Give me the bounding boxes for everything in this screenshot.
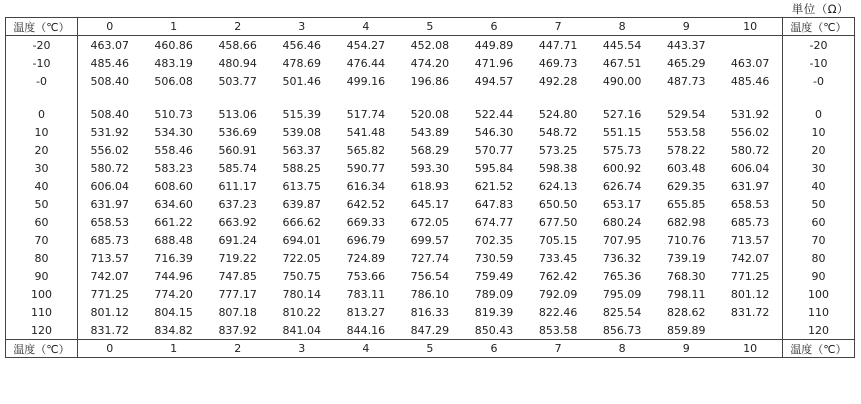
resistance-cell: 650.50 <box>538 197 578 211</box>
resistance-cell: 789.09 <box>474 287 514 301</box>
resistance-cell: 674.77 <box>474 215 514 229</box>
resistance-cell: 801.12 <box>730 287 770 301</box>
resistance-cell: 841.04 <box>282 323 322 337</box>
footer-col: 6 <box>462 340 526 358</box>
resistance-cell: 558.46 <box>154 143 193 157</box>
resistance-cell: 634.60 <box>154 197 193 211</box>
resistance-cell <box>718 321 782 340</box>
table-row <box>6 231 855 249</box>
negative-rows <box>6 36 855 91</box>
resistance-cell: 616.34 <box>346 179 386 193</box>
resistance-cell: 575.73 <box>602 143 642 157</box>
resistance-cell: 447.71 <box>538 38 578 52</box>
resistance-cell: 786.10 <box>410 287 450 301</box>
resistance-cell: 733.45 <box>538 251 578 265</box>
resistance-cell: 669.33 <box>346 215 386 229</box>
resistance-cell: 626.74 <box>602 179 642 193</box>
footer-col: 1 <box>142 340 206 358</box>
resistance-cell: 556.02 <box>730 125 770 139</box>
footer-row <box>6 340 855 358</box>
resistance-cell: 603.48 <box>666 161 706 175</box>
resistance-cell: 685.73 <box>90 233 130 247</box>
resistance-cell: 727.74 <box>410 251 450 265</box>
resistance-cell: 642.52 <box>346 197 386 211</box>
header-col: 5 <box>398 18 462 36</box>
resistance-cell: 463.07 <box>90 38 130 52</box>
resistance-cell: 850.43 <box>474 323 514 337</box>
row-temp-right: 50 <box>783 195 855 213</box>
table-row <box>6 195 855 213</box>
row-temp-left: 100 <box>6 285 78 303</box>
resistance-cell: 600.92 <box>602 161 642 175</box>
resistance-cell: 529.54 <box>666 107 706 121</box>
footer-col: 10 <box>718 340 782 358</box>
resistance-cell: 647.83 <box>474 197 514 211</box>
resistance-cell: 551.15 <box>602 125 642 139</box>
row-temp-left: 50 <box>6 195 78 213</box>
row-temp-left: 70 <box>6 231 78 249</box>
header-col: 4 <box>334 18 398 36</box>
row-temp-right: 40 <box>783 177 855 195</box>
resistance-cell: 520.08 <box>410 107 450 121</box>
resistance-cell: 762.42 <box>538 269 578 283</box>
resistance-cell: 768.30 <box>666 269 706 283</box>
resistance-cell: 658.53 <box>730 197 770 211</box>
row-temp-right: 90 <box>783 267 855 285</box>
row-temp-left: -20 <box>6 36 78 55</box>
resistance-cell: 503.77 <box>218 74 257 88</box>
resistance-cell: 522.44 <box>474 107 514 121</box>
row-temp-left: 60 <box>6 213 78 231</box>
row-temp-left: 40 <box>6 177 78 195</box>
resistance-cell: 747.85 <box>218 269 257 283</box>
resistance-cell: 578.22 <box>666 143 706 157</box>
resistance-cell: 804.15 <box>154 305 193 319</box>
table-row <box>6 123 855 141</box>
row-temp-left: 10 <box>6 123 78 141</box>
resistance-cell: 722.05 <box>282 251 322 265</box>
header-temp-right: 温度（℃） <box>783 18 855 36</box>
resistance-cell: 742.07 <box>90 269 130 283</box>
resistance-cell: 456.46 <box>282 38 322 52</box>
resistance-cell: 553.58 <box>666 125 706 139</box>
resistance-cell: 563.37 <box>282 143 322 157</box>
spacer-rows <box>6 90 855 105</box>
resistance-cell: 492.28 <box>538 74 578 88</box>
resistance-cell: 480.94 <box>218 56 257 70</box>
resistance-table <box>5 17 855 358</box>
resistance-cell: 541.48 <box>346 125 386 139</box>
resistance-cell: 724.89 <box>346 251 386 265</box>
resistance-cell: 807.18 <box>218 305 257 319</box>
resistance-cell: 527.16 <box>602 107 642 121</box>
resistance-cell: 658.53 <box>90 215 130 229</box>
resistance-cell: 508.40 <box>90 74 130 88</box>
resistance-cell: 856.73 <box>602 323 642 337</box>
resistance-cell: 510.73 <box>154 107 193 121</box>
resistance-cell: 613.75 <box>282 179 322 193</box>
table-row <box>6 54 855 72</box>
resistance-cell: 580.72 <box>90 161 130 175</box>
table-row <box>6 105 855 123</box>
resistance-cell: 831.72 <box>730 305 770 319</box>
footer-col: 9 <box>654 340 718 358</box>
row-temp-right: 120 <box>783 321 855 340</box>
resistance-cell: 661.22 <box>154 215 193 229</box>
resistance-cell: 494.57 <box>474 74 514 88</box>
resistance-cell: 710.76 <box>666 233 706 247</box>
row-temp-left: 120 <box>6 321 78 340</box>
resistance-cell: 696.79 <box>346 233 386 247</box>
row-temp-right: -10 <box>783 54 855 72</box>
resistance-cell: 759.49 <box>474 269 514 283</box>
resistance-cell: 666.62 <box>282 215 322 229</box>
resistance-cell: 756.54 <box>410 269 450 283</box>
resistance-cell: 621.52 <box>474 179 514 193</box>
resistance-cell: 548.72 <box>538 125 578 139</box>
resistance-cell: 483.19 <box>154 56 193 70</box>
header-row <box>6 18 855 36</box>
table-row <box>6 177 855 195</box>
resistance-cell: 568.29 <box>410 143 450 157</box>
resistance-cell: 517.74 <box>346 107 386 121</box>
resistance-cell: 680.24 <box>602 215 642 229</box>
resistance-cell: 618.93 <box>410 179 450 193</box>
unit-label: 単位（Ω） <box>791 2 849 16</box>
row-temp-left: 30 <box>6 159 78 177</box>
resistance-cell: 465.29 <box>666 56 706 70</box>
row-temp-right: 60 <box>783 213 855 231</box>
resistance-cell: 780.14 <box>282 287 322 301</box>
resistance-cell: 560.91 <box>218 143 257 157</box>
resistance-cell: 469.73 <box>538 56 578 70</box>
header-col: 2 <box>206 18 270 36</box>
resistance-cell: 476.44 <box>346 56 386 70</box>
table-row <box>6 249 855 267</box>
resistance-cell: 501.46 <box>282 74 322 88</box>
resistance-cell: 750.75 <box>282 269 322 283</box>
resistance-cell: 685.73 <box>730 215 770 229</box>
resistance-cell: 655.85 <box>666 197 706 211</box>
resistance-cell: 699.57 <box>410 233 450 247</box>
resistance-cell <box>718 36 782 55</box>
resistance-cell: 795.09 <box>602 287 642 301</box>
resistance-cell: 573.25 <box>538 143 578 157</box>
resistance-cell: 485.46 <box>90 56 130 70</box>
resistance-cell: 452.08 <box>410 38 450 52</box>
resistance-cell: 570.77 <box>474 143 514 157</box>
resistance-cell: 508.40 <box>90 107 130 121</box>
header-temp-left: 温度（℃） <box>6 18 78 36</box>
resistance-cell: 801.12 <box>90 305 130 319</box>
footer-col: 4 <box>334 340 398 358</box>
resistance-cell: 783.11 <box>346 287 386 301</box>
footer-col: 8 <box>590 340 654 358</box>
resistance-cell: 624.13 <box>538 179 578 193</box>
resistance-cell: 859.89 <box>666 323 706 337</box>
row-temp-right: -0 <box>783 72 855 90</box>
resistance-cell: 810.22 <box>282 305 322 319</box>
resistance-cell: 598.38 <box>538 161 578 175</box>
table-row <box>6 213 855 231</box>
resistance-cell: 822.46 <box>538 305 578 319</box>
resistance-cell: 663.92 <box>218 215 257 229</box>
row-temp-left: -10 <box>6 54 78 72</box>
resistance-cell: 837.92 <box>218 323 257 337</box>
resistance-cell: 478.69 <box>282 56 322 70</box>
row-temp-left: 20 <box>6 141 78 159</box>
resistance-cell: 742.07 <box>730 251 770 265</box>
resistance-cell: 590.77 <box>346 161 386 175</box>
row-temp-left: 90 <box>6 267 78 285</box>
row-temp-right: 110 <box>783 303 855 321</box>
resistance-cell: 606.04 <box>730 161 770 175</box>
resistance-cell: 458.66 <box>218 38 257 52</box>
resistance-cell: 449.89 <box>474 38 514 52</box>
resistance-cell: 844.16 <box>346 323 386 337</box>
resistance-cell: 631.97 <box>90 197 130 211</box>
resistance-cell: 645.17 <box>410 197 450 211</box>
resistance-cell: 847.29 <box>410 323 450 337</box>
resistance-cell: 653.17 <box>602 197 642 211</box>
resistance-cell: 716.39 <box>154 251 193 265</box>
resistance-cell: 536.69 <box>218 125 257 139</box>
resistance-cell: 744.96 <box>154 269 193 283</box>
resistance-cell: 513.06 <box>218 107 257 121</box>
footer-col: 0 <box>78 340 142 358</box>
row-temp-right: 0 <box>783 105 855 123</box>
resistance-cell: 499.16 <box>346 74 386 88</box>
row-temp-right: 30 <box>783 159 855 177</box>
resistance-cell: 736.32 <box>602 251 642 265</box>
resistance-cell: 705.15 <box>538 233 578 247</box>
resistance-cell: 531.92 <box>730 107 770 121</box>
footer-col: 5 <box>398 340 462 358</box>
resistance-cell: 454.27 <box>346 38 386 52</box>
resistance-cell: 490.00 <box>602 74 642 88</box>
header-col: 1 <box>142 18 206 36</box>
resistance-cell: 611.17 <box>218 179 257 193</box>
resistance-cell: 565.82 <box>346 143 386 157</box>
resistance-cell: 702.35 <box>474 233 514 247</box>
row-temp-left: 110 <box>6 303 78 321</box>
header-col: 10 <box>718 18 782 36</box>
resistance-cell: 543.89 <box>410 125 450 139</box>
header-col: 3 <box>270 18 334 36</box>
header-col: 9 <box>654 18 718 36</box>
resistance-cell: 834.82 <box>154 323 193 337</box>
resistance-cell: 753.66 <box>346 269 386 283</box>
row-temp-right: 70 <box>783 231 855 249</box>
header-col: 6 <box>462 18 526 36</box>
resistance-cell: 531.92 <box>90 125 130 139</box>
header-col: 0 <box>78 18 142 36</box>
resistance-cell: 637.23 <box>218 197 257 211</box>
resistance-cell: 585.74 <box>218 161 257 175</box>
resistance-cell: 467.51 <box>602 56 642 70</box>
resistance-cell: 688.48 <box>154 233 193 247</box>
resistance-cell: 691.24 <box>218 233 257 247</box>
row-temp-right: 10 <box>783 123 855 141</box>
footer-temp-left: 温度（℃） <box>6 340 78 358</box>
resistance-cell: 853.58 <box>538 323 578 337</box>
footer-col: 3 <box>270 340 334 358</box>
resistance-cell: 739.19 <box>666 251 706 265</box>
footer-col: 2 <box>206 340 270 358</box>
resistance-cell: 487.73 <box>666 74 706 88</box>
footer-col: 7 <box>526 340 590 358</box>
resistance-cell: 443.37 <box>666 38 706 52</box>
resistance-cell: 771.25 <box>730 269 770 283</box>
table-row <box>6 303 855 321</box>
resistance-cell: 608.60 <box>154 179 193 193</box>
resistance-cell: 813.27 <box>346 305 386 319</box>
resistance-cell: 515.39 <box>282 107 322 121</box>
resistance-cell: 534.30 <box>154 125 193 139</box>
resistance-cell: 719.22 <box>218 251 257 265</box>
resistance-cell: 672.05 <box>410 215 450 229</box>
table-row <box>6 321 855 340</box>
resistance-cell: 631.97 <box>730 179 770 193</box>
table-row <box>6 285 855 303</box>
resistance-cell: 694.01 <box>282 233 322 247</box>
resistance-cell: 524.80 <box>538 107 578 121</box>
positive-rows <box>6 105 855 340</box>
row-temp-right: 80 <box>783 249 855 267</box>
table-row <box>6 72 855 90</box>
resistance-cell: 819.39 <box>474 305 514 319</box>
table-row <box>6 267 855 285</box>
resistance-cell: 629.35 <box>666 179 706 193</box>
row-temp-right: 100 <box>783 285 855 303</box>
row-temp-right: -20 <box>783 36 855 55</box>
resistance-cell: 474.20 <box>410 56 450 70</box>
spacer-row <box>6 90 855 105</box>
resistance-cell: 580.72 <box>730 143 770 157</box>
resistance-cell: 445.54 <box>602 38 642 52</box>
resistance-cell: 707.95 <box>602 233 642 247</box>
resistance-cell: 506.08 <box>154 74 193 88</box>
footer-temp-right: 温度（℃） <box>783 340 855 358</box>
resistance-cell: 639.87 <box>282 197 322 211</box>
resistance-cell: 595.84 <box>474 161 514 175</box>
row-temp-left: 80 <box>6 249 78 267</box>
table-row <box>6 141 855 159</box>
resistance-cell: 682.98 <box>666 215 706 229</box>
resistance-cell: 765.36 <box>602 269 642 283</box>
row-temp-left: -0 <box>6 72 78 90</box>
row-temp-left: 0 <box>6 105 78 123</box>
resistance-cell: 792.09 <box>538 287 578 301</box>
resistance-cell: 471.96 <box>474 56 514 70</box>
resistance-cell: 798.11 <box>666 287 706 301</box>
resistance-cell: 460.86 <box>154 38 193 52</box>
resistance-cell: 463.07 <box>730 56 770 70</box>
header-col: 7 <box>526 18 590 36</box>
resistance-cell: 593.30 <box>410 161 450 175</box>
resistance-cell: 556.02 <box>90 143 130 157</box>
resistance-cell: 539.08 <box>282 125 322 139</box>
resistance-cell: 546.30 <box>474 125 514 139</box>
resistance-cell: 713.57 <box>730 233 770 247</box>
row-temp-right: 20 <box>783 141 855 159</box>
resistance-cell: 828.62 <box>666 305 706 319</box>
header-col: 8 <box>590 18 654 36</box>
resistance-cell: 774.20 <box>154 287 193 301</box>
table-row <box>6 36 855 55</box>
resistance-cell: 583.23 <box>154 161 193 175</box>
resistance-cell: 777.17 <box>218 287 257 301</box>
resistance-cell: 825.54 <box>602 305 642 319</box>
resistance-cell: 677.50 <box>538 215 578 229</box>
table-row <box>6 159 855 177</box>
resistance-cell: 606.04 <box>90 179 130 193</box>
resistance-cell: 831.72 <box>90 323 130 337</box>
resistance-cell: 588.25 <box>282 161 322 175</box>
resistance-cell: 816.33 <box>410 305 450 319</box>
resistance-cell: 196.86 <box>410 74 450 88</box>
resistance-cell: 771.25 <box>90 287 130 301</box>
resistance-cell: 730.59 <box>474 251 514 265</box>
resistance-cell: 713.57 <box>90 251 130 265</box>
resistance-cell: 485.46 <box>730 74 770 88</box>
